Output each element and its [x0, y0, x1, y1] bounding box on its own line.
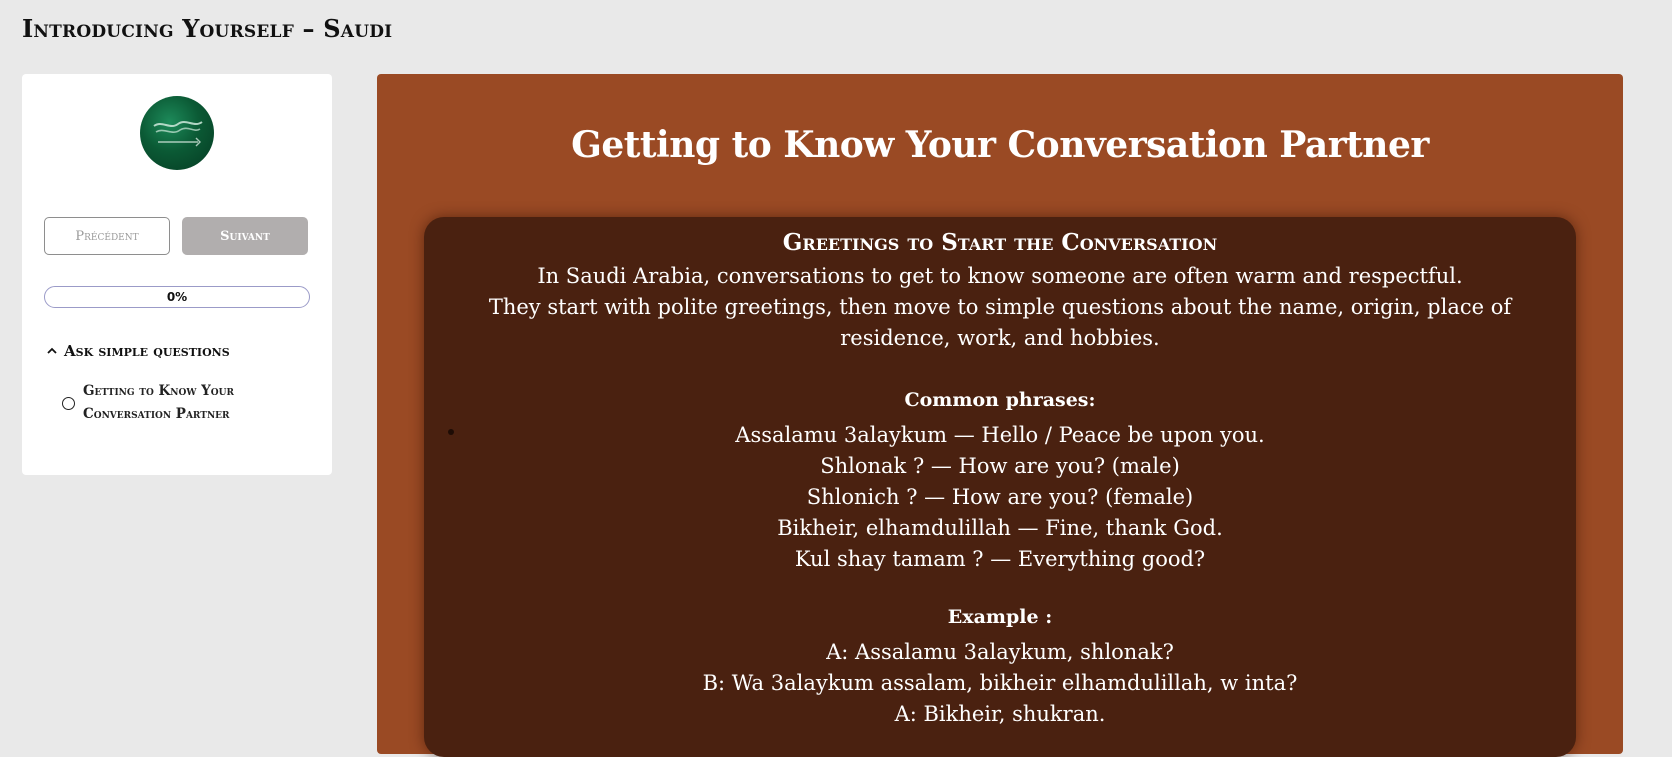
- phrase-item: Shlonich ? — How are you? (female): [806, 485, 1194, 509]
- lesson-item[interactable]: [62, 380, 312, 426]
- chevron-up-icon: [46, 345, 58, 357]
- section-toggle[interactable]: [46, 342, 230, 360]
- lesson-title: Getting to Know Your Conversation Partner: [571, 124, 1429, 166]
- progress-text: 0%: [166, 290, 188, 304]
- lesson-label: Getting to Know Your Conversation Partner: [83, 383, 234, 422]
- progress-bar: [44, 286, 310, 308]
- page-title: Introducing Yourself – Saudi: [22, 14, 393, 43]
- phrase-item: Shlonak ? — How are you? (male): [820, 454, 1180, 478]
- previous-button[interactable]: Précédent: [44, 217, 170, 255]
- content-card: [424, 217, 1576, 757]
- dialogue-list: [424, 637, 1576, 730]
- dialogue-line: A: Assalamu 3alaykum, shlonak?: [826, 640, 1174, 664]
- phrases-heading: Common phrases:: [904, 389, 1096, 411]
- card-heading: Greetings to Start the Conversation: [782, 229, 1218, 256]
- navigation-buttons: [44, 217, 310, 257]
- phrases-list: [424, 420, 1576, 575]
- example-heading: Example :: [947, 606, 1053, 628]
- dialogue-line: A: Bikheir, shukran.: [894, 702, 1106, 726]
- lesson-status-radio[interactable]: [62, 397, 75, 410]
- lesson-panel: [377, 74, 1623, 754]
- sidebar: [22, 74, 332, 475]
- saudi-flag-icon: [140, 96, 214, 170]
- dialogue-line: B: Wa 3alaykum assalam, bikheir elhamdulillah, w inta?: [702, 671, 1298, 695]
- intro-line-1: In Saudi Arabia, conversations to get to know someone are often warm and respectful.: [537, 264, 1463, 288]
- intro-text: [444, 261, 1556, 354]
- next-button[interactable]: Suivant: [182, 217, 308, 255]
- phrase-item: Kul shay tamam ? — Everything good?: [794, 547, 1206, 571]
- phrase-item: Assalamu 3alaykum — Hello / Peace be upon you.: [735, 423, 1265, 447]
- phrase-item: Bikheir, elhamdulillah — Fine, thank God.: [777, 516, 1223, 540]
- section-label: Ask simple questions: [64, 342, 230, 360]
- intro-line-2: They start with polite greetings, then move to simple questions about the name, origin, place of residence, work, and hobbies.: [488, 295, 1512, 350]
